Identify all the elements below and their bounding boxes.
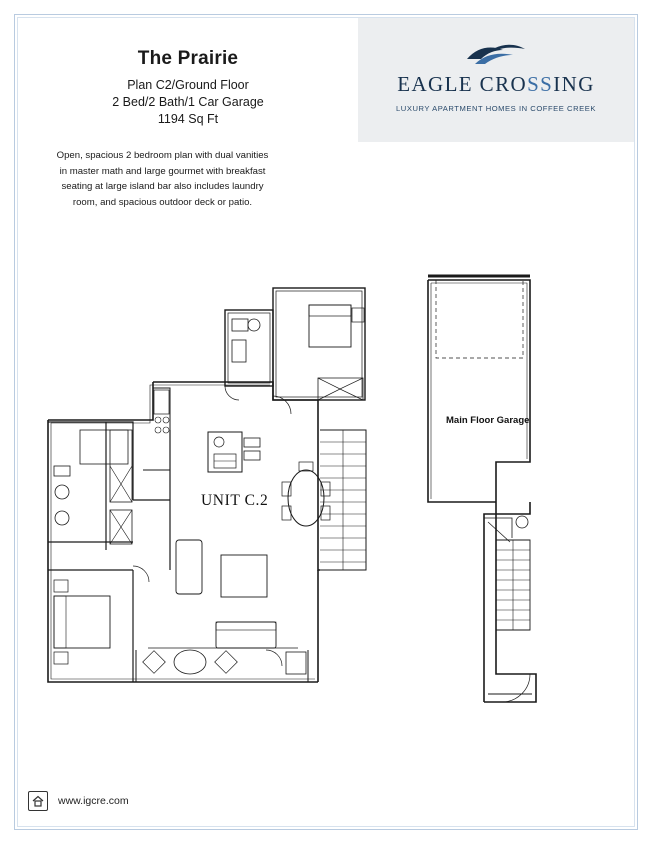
beds-baths-line: 2 Bed/2 Bath/1 Car Garage xyxy=(112,95,264,109)
eagle-wave-icon xyxy=(465,42,527,68)
brand-block xyxy=(358,18,634,142)
floorplan-svg xyxy=(18,270,634,740)
brand-tagline: LUXURY APARTMENT HOMES IN COFFEE CREEK xyxy=(396,104,596,113)
brand-lockup xyxy=(358,42,634,113)
garage-label: Main Floor Garage xyxy=(446,415,530,426)
header xyxy=(18,18,634,142)
footer xyxy=(18,786,634,816)
brand-name-part3: ING xyxy=(553,72,595,96)
plan-line: Plan C2/Ground Floor xyxy=(127,78,249,92)
home-logo-icon xyxy=(28,791,48,811)
sqft-line: 1194 Sq Ft xyxy=(157,112,219,126)
header-title-block xyxy=(18,18,358,142)
unit-label: UNIT C.2 xyxy=(201,492,269,509)
page-title: The Prairie xyxy=(137,48,239,69)
plan-description: Open, spacious 2 bedroom plan with dual vanities in master math and large gourmet with breakfast seating at large island bar also includes laundry room, and spacious outdoor deck or patio. xyxy=(56,150,269,208)
brand-name-part1: EAGLE CRO xyxy=(397,72,528,96)
website-url[interactable]: www.igcre.com xyxy=(58,795,129,807)
brand-name-part2: SS xyxy=(527,72,554,96)
brand-name xyxy=(358,72,634,97)
floorplan-drawing xyxy=(18,270,634,740)
